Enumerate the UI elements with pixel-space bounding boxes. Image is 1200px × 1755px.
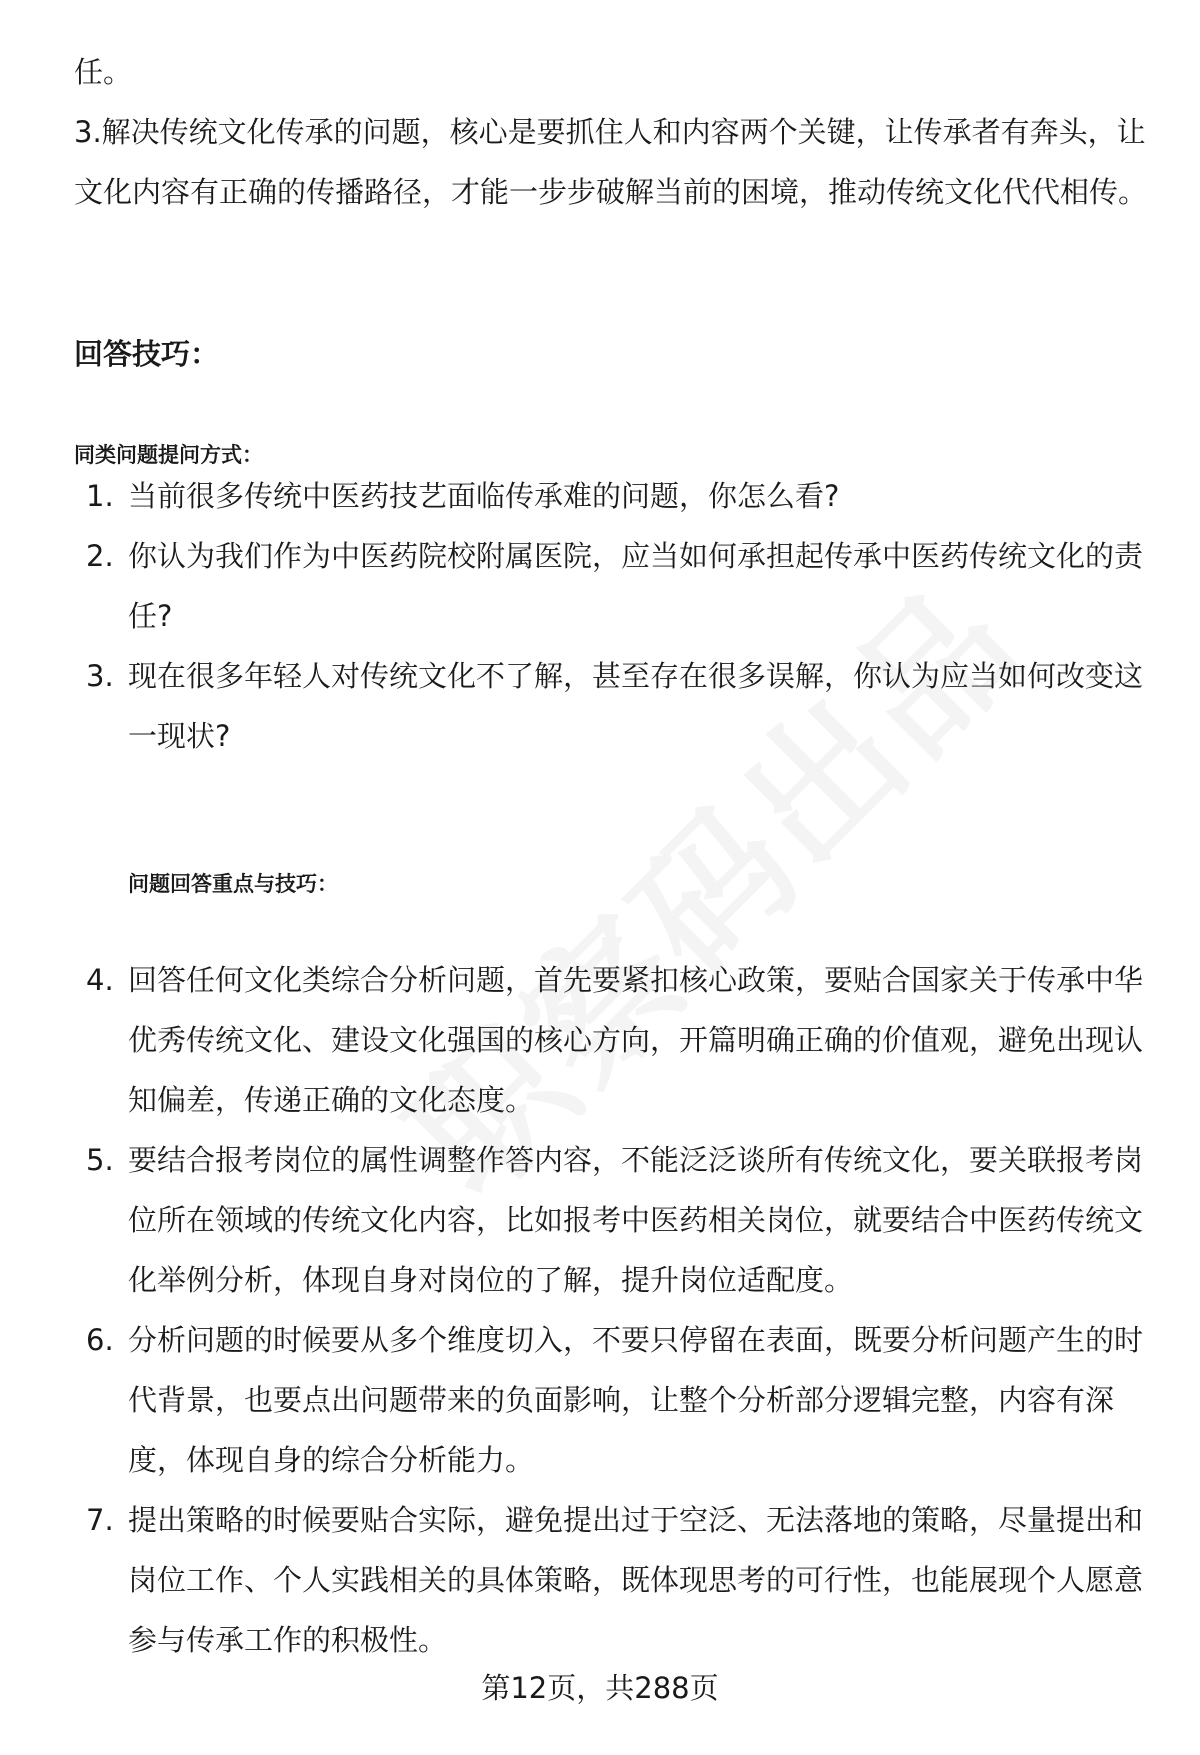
key-points-list xyxy=(74,950,1154,1670)
list-item-text: 当前很多传统中医药技艺面临传承难的问题，你怎么看? xyxy=(128,479,840,513)
key-points-heading: 问题回答重点与技巧： xyxy=(128,872,338,896)
list-item-number: 2. xyxy=(86,539,114,573)
list-item-text: 你认为我们作为中医药院校附属医院，应当如何承担起传承中医药传统文化的责任? xyxy=(128,539,1144,633)
list-item-number: 6. xyxy=(86,1323,114,1357)
list-item-number: 1. xyxy=(86,479,114,513)
list-item xyxy=(74,1310,1154,1490)
answer-tips-heading: 回答技巧： xyxy=(74,337,220,371)
list-item-text: 分析问题的时候要从多个维度切入，不要只停留在表面，既要分析问题产生的时代背景，也要点出问题带来的负面影响，让整个分析部分逻辑完整，内容有深度，体现自身的综合分析能力。 xyxy=(128,1323,1144,1477)
list-item xyxy=(74,526,1154,646)
list-item-number: 4. xyxy=(86,963,114,997)
list-item-text: 要结合报考岗位的属性调整作答内容，不能泛泛谈所有传统文化，要关联报考岗位所在领域的传统文化内容，比如报考中医药相关岗位，就要结合中医药传统文化举例分析，体现自身对岗位的了解，提升岗位适配度。 xyxy=(128,1143,1144,1297)
similar-questions-heading: 同类问题提问方式： xyxy=(74,443,263,467)
list-item-number: 7. xyxy=(86,1503,114,1537)
list-item xyxy=(74,1490,1154,1670)
list-item-number: 5. xyxy=(86,1143,114,1177)
list-item-text: 提出策略的时候要贴合实际，避免提出过于空泛、无法落地的策略，尽量提出和岗位工作、个人实践相关的具体策略，既体现思考的可行性，也能展现个人愿意参与传承工作的积极性。 xyxy=(128,1503,1144,1657)
list-item-text: 回答任何文化类综合分析问题，首先要紧扣核心政策，要贴合国家关于传承中华优秀传统文化、建设文化强国的核心方向，开篇明确正确的价值观，避免出现认知偏差，传递正确的文化态度。 xyxy=(128,963,1144,1117)
list-item xyxy=(74,466,1154,526)
list-item-number: 3. xyxy=(86,659,114,693)
list-item xyxy=(74,950,1154,1130)
list-item xyxy=(74,646,1154,766)
list-item-text: 现在很多年轻人对传统文化不了解，甚至存在很多误解，你认为应当如何改变这一现状? xyxy=(128,659,1144,753)
intro-point-3: 3.解决传统文化传承的问题，核心是要抓住人和内容两个关键，让传承者有奔头，让文化内容有正确的传播路径，才能一步步破解当前的困境，推动传统文化代代相传。 xyxy=(74,115,1148,209)
intro-line-fragment: 任。 xyxy=(74,55,133,89)
list-item xyxy=(74,1130,1154,1310)
page-number-footer: 第12页，共288页 xyxy=(481,1671,719,1705)
similar-questions-list xyxy=(74,466,1154,766)
